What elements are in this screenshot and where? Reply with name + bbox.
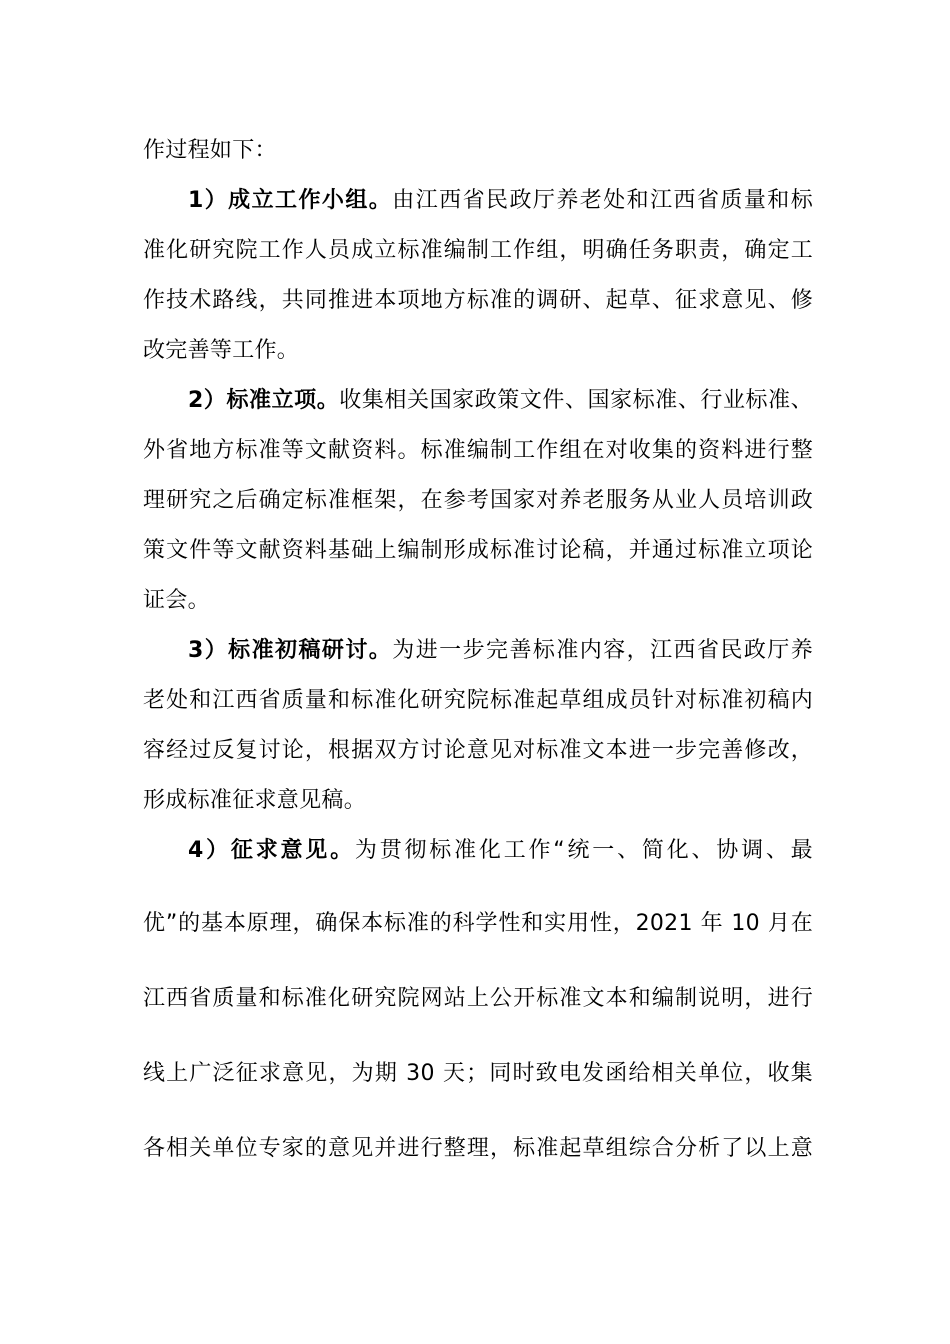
- step-heading: 2）标准立项。: [188, 388, 340, 413]
- step-heading: 4）征求意见。: [188, 838, 355, 863]
- paragraph-line: [188, 386, 813, 416]
- line-text: 外省地方标准等文献资料。标准编制工作组在对收集的资料进行整: [143, 438, 813, 463]
- paragraph-line: [143, 336, 813, 366]
- paragraph-line: [143, 486, 813, 516]
- paragraph-line: [143, 686, 813, 716]
- line-text: 为进一步完善标准内容，江西省民政厅养: [392, 638, 813, 663]
- line-text: 收集相关国家政策文件、国家标准、行业标准、: [339, 388, 813, 413]
- line-text: 由江西省民政厅养老处和江西省质量和标: [392, 188, 813, 213]
- line-text: 各相关单位专家的意见并进行整理，标准起草组综合分析了以上意: [143, 1136, 813, 1161]
- paragraph-line: [188, 636, 813, 666]
- line-text: 优”的基本原理，确保本标准的科学性和实用性，2021 年 10 月在: [143, 911, 813, 936]
- paragraph-line: [143, 984, 813, 1014]
- line-text: 改完善等工作。: [143, 338, 300, 363]
- paragraph-line: [143, 586, 813, 616]
- paragraph-line: [143, 136, 813, 166]
- paragraph-line: [143, 536, 813, 566]
- line-text: 线上广泛征求意见，为期 30 天；同时致电发函给相关单位，收集: [143, 1061, 813, 1086]
- line-text: 江西省质量和标准化研究院网站上公开标准文本和编制说明，进行: [143, 986, 813, 1011]
- paragraph-line: [143, 1134, 813, 1164]
- line-text: 准化研究院工作人员成立标准编制工作组，明确任务职责，确定工: [143, 238, 813, 263]
- line-text: 形成标准征求意见稿。: [143, 788, 367, 813]
- paragraph-line: [188, 836, 813, 866]
- paragraph-line: [143, 436, 813, 466]
- line-text: 老处和江西省质量和标准化研究院标准起草组成员针对标准初稿内: [143, 688, 813, 713]
- line-text: 策文件等文献资料基础上编制形成标准讨论稿，并通过标准立项论: [143, 538, 813, 563]
- step-heading: 1）成立工作小组。: [188, 188, 393, 213]
- line-text: 理研究之后确定标准框架，在参考国家对养老服务从业人员培训政: [143, 488, 813, 513]
- line-text: 作过程如下：: [143, 138, 277, 163]
- paragraph-line: [143, 1059, 813, 1089]
- line-text: 证会。: [143, 588, 210, 613]
- paragraph-line: [143, 909, 813, 939]
- line-text: 作技术路线，共同推进本项地方标准的调研、起草、征求意见、修: [143, 288, 813, 313]
- line-text: 容经过反复讨论，根据双方讨论意见对标准文本进一步完善修改，: [143, 738, 813, 763]
- line-text: 为贯彻标准化工作“统一、简化、协调、最: [354, 838, 813, 863]
- paragraph-line: [143, 736, 813, 766]
- step-heading: 3）标准初稿研讨。: [188, 638, 393, 663]
- paragraph-line: [143, 236, 813, 266]
- paragraph-line: [188, 186, 813, 216]
- paragraph-line: [143, 786, 813, 816]
- paragraph-line: [143, 286, 813, 316]
